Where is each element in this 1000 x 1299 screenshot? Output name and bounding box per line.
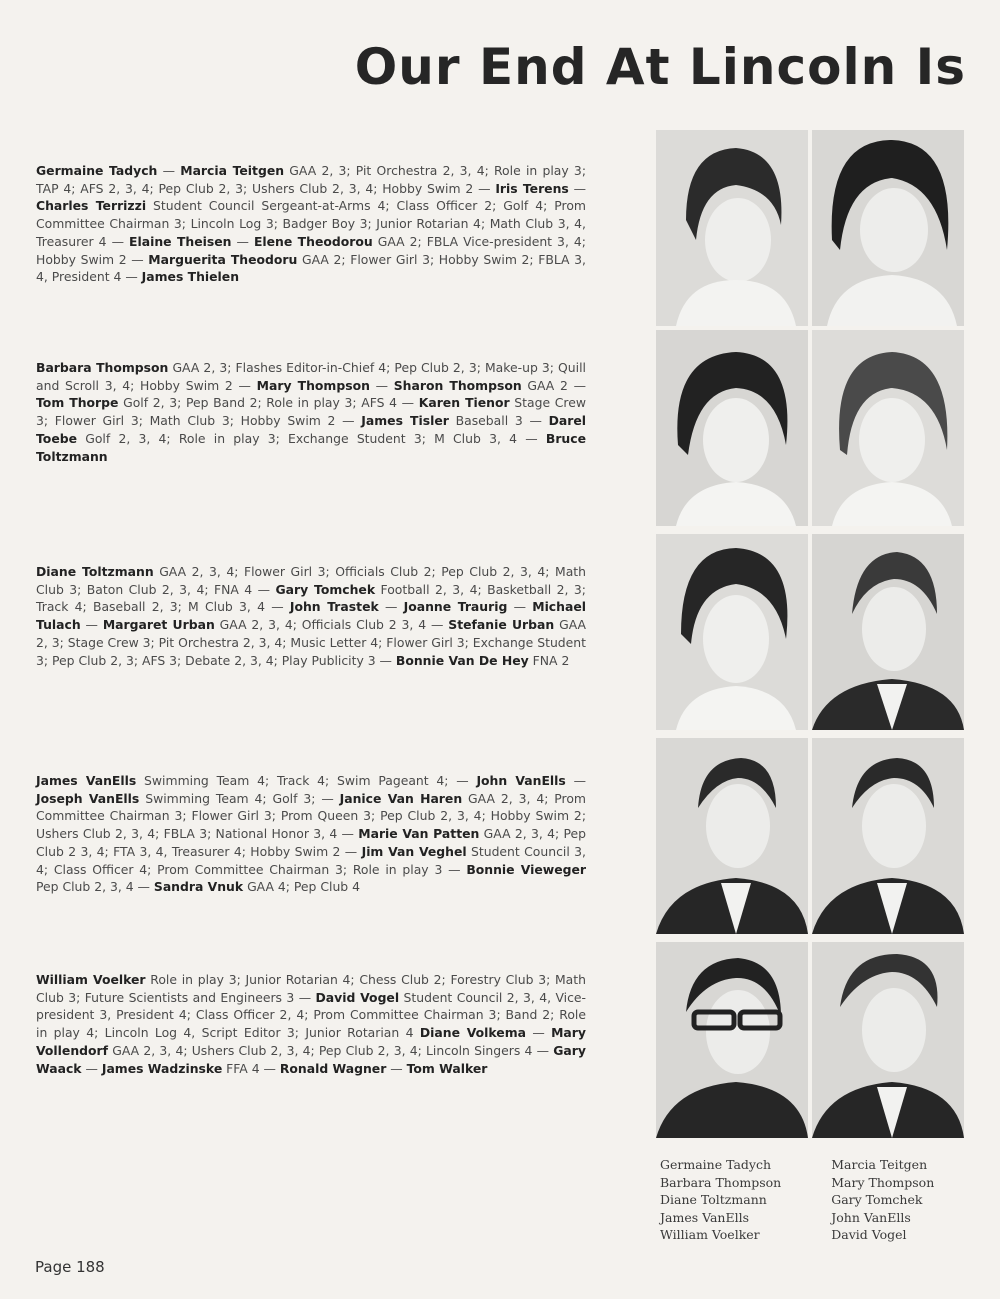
activity-text: — (525, 1025, 552, 1041)
activity-text: — (568, 180, 586, 196)
activity-text: GAA 2, 3, 4; Ushers Club 2, 3, 4; Pep Club 2, 3, 4; Lincoln Singers 4 — (108, 1042, 554, 1058)
student-name: Barbara Thompson (36, 360, 169, 375)
student-name: Diane Volkema (419, 1025, 526, 1041)
activity-text: Golf 2, 3, 4; Role in play 3; Exchange Student 3; M Club 3, 4 — (77, 430, 546, 446)
portrait-photo (812, 130, 964, 326)
activity-text: GAA 2; Flower Girl 3; Hobby Swim 2; FBLA 3, 4, President 4 — (36, 251, 586, 285)
student-name: James VanElls (36, 773, 137, 788)
student-name: David Vogel (315, 989, 400, 1005)
activity-text: GAA 2, 3, 4; Prom Committee Chairman 3; Flower Girl 3; Prom Queen 3; Pep Club 2, 3, 4; Hobby Swim 2; Ushers Club 2, 3, 4; FBLA 3; National Honor 3, 4 — (36, 790, 587, 842)
bio-paragraph (36, 162, 586, 286)
student-name: Charles Terrizzi (36, 198, 147, 214)
bio-paragraph (36, 359, 586, 465)
student-name: Stefanie Urban (448, 617, 555, 633)
bio-paragraph (36, 772, 586, 896)
student-name: Michael Tulach (36, 599, 586, 633)
student-name: Jim Van Veghel (361, 843, 467, 859)
caption-name: Barbara Thompson (660, 1174, 782, 1190)
student-name: Mary Thompson (256, 377, 370, 393)
student-name: Sharon Thompson (393, 377, 522, 393)
activity-text: FFA 4 — (222, 1060, 280, 1076)
student-name: James Tisler (361, 413, 449, 429)
portrait-photo (812, 330, 964, 526)
activity-text: Pep Club 2, 3, 4 — (36, 879, 154, 895)
caption-name: Mary Thompson (831, 1174, 935, 1190)
caption-name: John VanElls (831, 1209, 911, 1225)
student-name: Darel Toebe (36, 413, 587, 446)
activity-text: — (565, 773, 586, 788)
activity-text: Student Council 3, 4; Class Officer 4; Prom Committee Chairman 3; Role in play 3 — (36, 843, 586, 877)
portrait-photo (812, 738, 964, 934)
student-name: Tom Thorpe (36, 395, 119, 411)
student-name: Margaret Urban (102, 617, 215, 633)
student-name: John Trastek (289, 599, 379, 615)
activity-text: FNA 2 (528, 652, 570, 668)
activity-text: GAA 2, 3; Pit Orchestra 2, 3, 4; Role in play 3; TAP 4; AFS 2, 3, 4; Pep Club 2, 3; Ushers Club 2, 3, 4; Hobby Swim 2 — (36, 163, 586, 196)
student-name: Iris Terens (495, 180, 569, 196)
student-name: Bonnie Van De Hey (395, 652, 529, 668)
student-name: Marguerita Theodoru (148, 251, 298, 267)
activity-text: — (80, 617, 103, 633)
student-name: William Voelker (36, 972, 146, 987)
caption-name: William Voelker (660, 1227, 760, 1242)
activity-text: GAA 2, 3; Stage Crew 3; Pit Orchestra 2, 3, 4; Music Letter 4; Flower Girl 3; Exchange Student 3; Pep Club 2, 3; AFS 3; Debate 2, 3, 4; Play Publicity 3 — (36, 617, 587, 668)
activity-text: Golf 2, 3; Pep Band 2; Role in play 3; AFS 4 — (118, 395, 419, 411)
student-name: Karen Tienor (418, 395, 510, 411)
activity-text: GAA 4; Pep Club 4 (243, 879, 360, 895)
activity-text: Student Council 2, 3, 4, Vice-president 3, President 4; Class Officer 2, 4; Prom Committee Chairman 3; Band 2; Role in play 4; Lincoln Log 4, Script Editor 3; Junior Rotarian 4 (36, 989, 586, 1041)
caption-name: David Vogel (831, 1227, 907, 1242)
caption-name: James VanElls (660, 1209, 750, 1225)
activity-text: — (231, 233, 254, 249)
activity-text: — (378, 599, 404, 615)
portrait-photo (812, 534, 964, 730)
student-name: Joseph VanElls (36, 790, 140, 806)
page-number: Page 188 (35, 1258, 105, 1276)
student-name: Marie Van Patten (358, 826, 480, 842)
page-title: Our End At Lincoln Is (354, 38, 966, 96)
student-name: Tom Walker (406, 1060, 488, 1076)
activity-text: Role in play 3; Junior Rotarian 4; Chess Club 2; Forestry Club 3; Math Club 3; Future Scientists and Engineers 3 — (36, 972, 586, 1005)
activity-text: — (386, 1060, 407, 1076)
activity-text: Baseball 3 — (448, 413, 549, 429)
caption-name: Gary Tomchek (831, 1192, 923, 1207)
activity-text: GAA 2 — (521, 377, 586, 393)
student-name: Elene Theodorou (253, 233, 373, 249)
portrait-photo (812, 942, 964, 1138)
student-name: Germaine Tadych (36, 163, 158, 178)
student-name: John VanElls (476, 773, 566, 788)
activity-text: GAA 2; FBLA Vice-president 3, 4; Hobby Swim 2 — (36, 233, 586, 267)
student-name: Marcia Teitgen (180, 163, 285, 178)
photo-captions (660, 1156, 934, 1244)
caption-column-right (831, 1156, 934, 1244)
activity-text: GAA 2, 3; Flashes Editor-in-Chief 4; Pep Club 2, 3; Make-up 3; Quill and Scroll 3, 4; Hobby Swim 2 — (36, 360, 586, 393)
activity-text: — (81, 1060, 102, 1076)
student-name: Gary Waack (36, 1042, 586, 1076)
activity-text: — (157, 163, 181, 178)
portrait-photo (656, 738, 808, 934)
portrait-photo (656, 330, 808, 526)
activity-text: GAA 2, 3, 4; Officials Club 2 3, 4 — (214, 617, 449, 633)
activity-text: GAA 2, 3, 4; Flower Girl 3; Officials Club 2; Pep Club 2, 3, 4; Math Club 3; Baton Club 2, 3, 4; FNA 4 — (36, 564, 586, 597)
student-name: Janice Van Haren (339, 790, 463, 806)
bio-paragraph (36, 563, 586, 669)
portrait-photo (656, 942, 808, 1138)
student-name: Joanne Traurig (403, 599, 508, 615)
student-name: Diane Toltzmann (36, 564, 154, 579)
student-name: Mary Vollendorf (36, 1025, 586, 1058)
activity-text: — (507, 599, 533, 615)
student-name: Bruce Toltzmann (36, 430, 586, 464)
student-name: Sandra Vnuk (153, 879, 244, 895)
student-name: James Thielen (141, 269, 240, 285)
student-name: Gary Tomchek (275, 581, 376, 597)
student-name: Bonnie Vieweger (466, 861, 586, 877)
activity-text: Stage Crew 3; Flower Girl 3; Math Club 3; Hobby Swim 2 — (36, 395, 586, 429)
activity-text: GAA 2, 3, 4; Pep Club 2 3, 4; FTA 3, 4, Treasurer 4; Hobby Swim 2 — (36, 826, 586, 859)
activity-text: — (369, 377, 394, 393)
caption-name: Germaine Tadych (660, 1157, 772, 1172)
student-name: James Wadzinske (101, 1060, 223, 1076)
student-name: Ronald Wagner (279, 1060, 387, 1076)
portrait-photo (656, 130, 808, 326)
activity-text: Student Council Sergeant-at-Arms 4; Class Officer 2; Golf 4; Prom Committee Chairman 3; Lincoln Log 3; Badger Boy 3; Junior Rotarian 4; Math Club 3, 4, Treasurer 4 — (36, 198, 586, 249)
activity-text: Swimming Team 4; Track 4; Swim Pageant 4; — (136, 773, 477, 788)
activity-text: Swimming Team 4; Golf 3; — (139, 790, 340, 806)
student-name: Elaine Theisen (129, 233, 232, 249)
caption-name: Marcia Teitgen (831, 1157, 928, 1172)
caption-name: Diane Toltzmann (660, 1192, 767, 1207)
activity-text: Football 2, 3, 4; Basketball 2, 3; Track 4; Baseball 2, 3; M Club 3, 4 — (36, 581, 586, 615)
caption-column-left (660, 1156, 781, 1244)
bio-paragraph (36, 971, 586, 1077)
portrait-photo (656, 534, 808, 730)
